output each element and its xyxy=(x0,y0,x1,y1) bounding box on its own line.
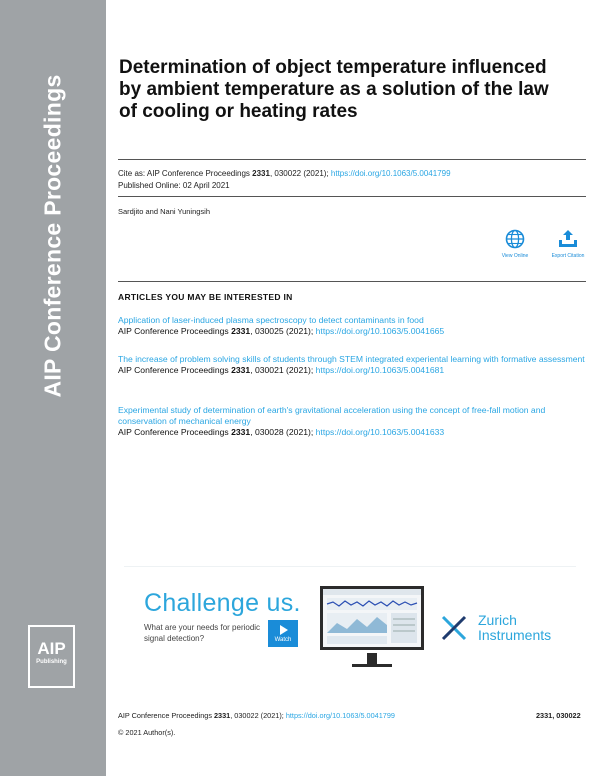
article-title-link[interactable]: The increase of problem solving skills of students through STEM integrated experiental learning with formative assessment xyxy=(118,354,585,364)
brand-line2: Instruments xyxy=(478,627,552,643)
article-volume: 2331 xyxy=(231,326,251,336)
divider xyxy=(118,196,586,197)
authors: Sardjito and Nani Yuningsih xyxy=(118,207,211,216)
ad-headline: Challenge us. xyxy=(144,589,301,617)
advertisement-banner[interactable] xyxy=(124,566,576,670)
journal-sidebar xyxy=(0,0,106,776)
footer-doi-link[interactable]: https://doi.org/10.1063/5.0041799 xyxy=(285,711,395,720)
zurich-instruments-logo-icon xyxy=(440,614,468,642)
play-icon xyxy=(280,625,288,635)
watch-label: Watch xyxy=(274,637,292,643)
export-icon xyxy=(557,229,579,249)
cite-prefix: Cite as: AIP Conference Proceedings xyxy=(118,169,253,178)
aip-publishing-logo[interactable] xyxy=(28,625,75,688)
related-article xyxy=(118,354,588,376)
footer-volume: 2331 xyxy=(214,711,231,720)
monitor-image xyxy=(320,586,424,650)
footer-journal: AIP Conference Proceedings xyxy=(118,711,214,720)
article-rest: , 030028 (2021); xyxy=(250,427,316,437)
article-journal: AIP Conference Proceedings xyxy=(118,326,232,336)
divider xyxy=(118,281,586,282)
article-volume: 2331 xyxy=(231,427,251,437)
related-article xyxy=(118,315,588,337)
article-citation xyxy=(118,326,588,337)
article-volume: 2331 xyxy=(231,365,251,375)
export-citation-label: Export Citation xyxy=(551,253,585,259)
article-citation xyxy=(118,427,588,438)
footer-citation xyxy=(118,711,395,720)
watch-button[interactable] xyxy=(268,620,298,647)
article-journal: AIP Conference Proceedings xyxy=(118,365,232,375)
divider xyxy=(118,159,586,160)
article-doi-link[interactable]: https://doi.org/10.1063/5.0041681 xyxy=(315,365,445,375)
cite-doi-link[interactable]: https://doi.org/10.1063/5.0041799 xyxy=(330,169,451,178)
globe-icon xyxy=(505,229,525,249)
signal-plot-image xyxy=(323,589,421,647)
copyright: © 2021 Author(s). xyxy=(118,728,176,737)
related-article xyxy=(118,405,588,438)
footer-rest: , 030022 (2021); xyxy=(230,711,286,720)
view-online-button[interactable] xyxy=(495,229,535,259)
logo-sub-text: Publishing xyxy=(36,659,67,665)
article-title-link[interactable]: Application of laser-induced plasma spectroscopy to detect contaminants in food xyxy=(118,315,424,325)
view-online-label: View Online xyxy=(501,253,529,259)
article-title-link[interactable]: Experimental study of determination of earth's gravitational acceleration using the concept of free-fall motion and conservation of mechanical energy xyxy=(118,405,546,426)
article-journal: AIP Conference Proceedings xyxy=(118,427,232,437)
cite-rest: , 030022 (2021); xyxy=(269,169,331,178)
article-rest: , 030025 (2021); xyxy=(250,326,316,336)
footer-page-number: 2331, 030022 xyxy=(536,711,581,720)
related-articles-heading: ARTICLES YOU MAY BE INTERESTED IN xyxy=(118,292,293,302)
brand-line1: Zurich xyxy=(478,612,517,628)
journal-name: AIP Conference Proceedings xyxy=(39,74,66,398)
citation-line xyxy=(118,168,451,179)
export-citation-button[interactable] xyxy=(548,229,588,259)
article-doi-link[interactable]: https://doi.org/10.1063/5.0041633 xyxy=(315,427,445,437)
published-date: Published Online: 02 April 2021 xyxy=(118,181,230,190)
article-rest: , 030021 (2021); xyxy=(250,365,316,375)
monitor-base xyxy=(352,664,392,667)
article-doi-link[interactable]: https://doi.org/10.1063/5.0041665 xyxy=(315,326,445,336)
cite-volume: 2331 xyxy=(252,169,270,178)
ad-body-text: What are your needs for periodic signal detection? xyxy=(144,623,261,643)
article-citation xyxy=(118,365,588,376)
paper-title: Determination of object temperature influenced by ambient temperature as a solution of the law of cooling or heating rates xyxy=(119,57,549,122)
ad-brand-name xyxy=(478,613,551,643)
logo-main-text: AIP xyxy=(37,639,66,658)
